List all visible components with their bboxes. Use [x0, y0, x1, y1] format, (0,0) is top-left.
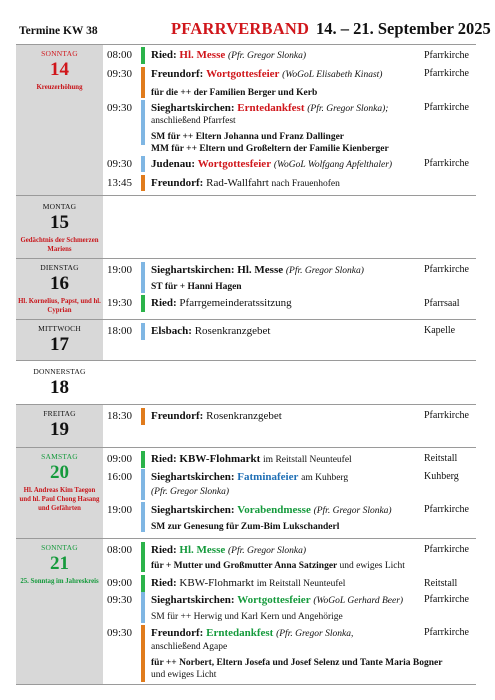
event-text [151, 325, 421, 338]
event-title: Vorabendmesse [237, 504, 311, 516]
event-time: 09:30 [107, 594, 133, 606]
day-cell [16, 361, 103, 404]
day-name: SAMSTAG [41, 452, 78, 461]
event-detail: im Reitstall Neunteufel [263, 455, 352, 465]
day-name: DONNERSTAG [33, 367, 86, 376]
event-intention: ST für + Hanni Hagen [151, 282, 242, 292]
day-name: FREITAG [43, 409, 76, 418]
event-place: Ried: [151, 453, 177, 465]
header-title: PFARRVERBAND [171, 19, 310, 38]
event-text [151, 158, 421, 172]
event-location: Kapelle [424, 325, 456, 336]
day-name: DIENSTAG [40, 263, 79, 272]
event-time: 09:30 [107, 102, 133, 114]
event-title: Erntedankfest [206, 627, 274, 639]
event-detail: (Pfr. Gregor Slonka) [228, 51, 307, 61]
event-intention-main: für + Mutter und Großmutter Anna Satzinger [151, 561, 338, 571]
event-detail: (Pfr. Gregor Slonka) [285, 266, 364, 276]
event-title: KBW-Flohmarkt [179, 577, 254, 589]
event-place: Freundorf: [151, 177, 204, 189]
day-number: 19 [50, 419, 69, 440]
event-text [151, 49, 421, 63]
event-detail: im Reitstall Neunteufel [256, 579, 346, 589]
schedule-grid [16, 44, 476, 685]
event-title: Wortgottesfeier [197, 158, 272, 170]
event-place: Elsbach: [151, 325, 192, 337]
event-place: Sieghartskirchen: [151, 102, 235, 114]
day-cell [16, 539, 103, 684]
event-location: Kuhberg [424, 471, 459, 482]
day-events [103, 196, 476, 258]
day-row [16, 539, 476, 685]
event-intention-suffix: und ewiges Licht [339, 561, 405, 571]
event-place: Ried: [151, 49, 177, 61]
event-text [151, 410, 421, 423]
event-detail: nach Frauenhofen [271, 179, 340, 189]
day-name: SONNTAG [41, 543, 78, 552]
day-cell [16, 405, 103, 447]
event-detail: (WoGoL Gerhard Beer) [313, 596, 404, 606]
event-location: Pfarrkirche [424, 544, 469, 555]
event-title: Hl. Messe [179, 544, 226, 556]
event-text [151, 504, 421, 518]
event-detail: (WoGoL Wolfgang Apfelthaler) [273, 160, 393, 170]
day-cell [16, 448, 103, 538]
event-time: 09:00 [107, 577, 133, 589]
event-text [151, 177, 421, 191]
day-number: 18 [50, 377, 69, 398]
event-extra: (Pfr. Gregor Slonka) [151, 487, 230, 497]
day-number: 15 [50, 212, 69, 233]
event-place: Freundorf: [151, 68, 204, 80]
event-time: 13:45 [107, 177, 133, 189]
day-feast: Hl. Andreas Kim Taegon und hl. Paul Chong Hasang und Gefährten [19, 487, 100, 512]
event-color-bar [141, 47, 145, 64]
event-color-bar [141, 67, 145, 98]
day-cell [16, 45, 103, 195]
event-title: Hl. Messe [179, 49, 226, 61]
event-text [151, 471, 421, 485]
event-title: Wortgottesfeier [237, 594, 311, 606]
event-title: Wortgottesfeier [206, 68, 280, 80]
header [0, 0, 495, 44]
event-place: Ried: [151, 297, 177, 309]
day-number: 14 [50, 59, 69, 80]
event-color-bar [141, 469, 145, 500]
day-events [103, 405, 476, 447]
event-time: 08:00 [107, 544, 133, 556]
event-color-bar [141, 542, 145, 572]
event-color-bar [141, 100, 145, 145]
day-row [16, 448, 476, 539]
event-title: Rad-Wallfahrt [206, 177, 269, 189]
day-feast: 25. Sonntag im Jahreskreis [20, 578, 99, 585]
day-events [103, 448, 476, 538]
day-number: 17 [50, 334, 69, 355]
event-title: Hl. Messe [237, 264, 284, 276]
event-intention: für die ++ der Familien Berger und Kerb [151, 88, 318, 98]
event-extra: anschließend Pfarrfest [151, 116, 236, 126]
event-time: 09:30 [107, 68, 133, 80]
day-events [103, 45, 476, 195]
event-time: 09:00 [107, 453, 133, 465]
event-text [151, 627, 421, 641]
event-color-bar [141, 502, 145, 532]
event-location: Pfarrsaal [424, 298, 460, 309]
event-detail: (WoGoL Elisabeth Kinast) [282, 70, 383, 80]
event-location: Pfarrkirche [424, 50, 469, 61]
event-intention: SM für ++ Eltern Johanna und Franz Dallinger [151, 132, 345, 142]
event-time: 19:00 [107, 264, 133, 276]
event-place: Sieghartskirchen: [151, 471, 235, 483]
event-title: Pfarrgemeinderatssitzung [179, 297, 292, 309]
event-place: Freundorf: [151, 627, 204, 639]
event-intention: SM zur Genesung für Zum-Bim Lukschanderl [151, 522, 340, 532]
day-number: 20 [50, 462, 69, 483]
event-detail: (Pfr. Gregor Slonka); [307, 104, 389, 114]
day-row [16, 361, 476, 405]
day-number: 21 [50, 553, 69, 574]
day-feast: Gedächtnis der Schmerzen Mariens [20, 237, 99, 253]
event-time: 09:30 [107, 627, 133, 639]
day-events [103, 539, 476, 684]
event-time: 18:00 [107, 325, 133, 337]
event-place: Freundorf: [151, 410, 204, 422]
day-row [16, 196, 476, 259]
event-place: Ried: [151, 544, 177, 556]
event-text [151, 297, 421, 310]
event-intention: und ewiges Licht [151, 670, 217, 680]
event-place: Judenau: [151, 158, 196, 170]
day-name: MONTAG [42, 202, 77, 211]
day-events [103, 320, 476, 360]
event-location: Pfarrkirche [424, 264, 469, 275]
event-place: Sieghartskirchen: [151, 594, 235, 606]
event-intention: für ++ Norbert, Eltern Josefa und Josef Selenz und Tante Maria Bogner [151, 658, 443, 668]
event-location: Pfarrkirche [424, 68, 469, 79]
event-extra: anschließend Agape [151, 642, 228, 652]
event-time: 19:00 [107, 504, 133, 516]
event-color-bar [141, 323, 145, 340]
day-number: 16 [50, 273, 69, 294]
event-text [151, 594, 421, 608]
event-detail: (Pfr. Gregor Slonka) [313, 506, 392, 516]
event-intention: SM für ++ Herwig und Karl Kern und Angehörige [151, 612, 343, 622]
day-row [16, 44, 476, 196]
day-cell [16, 259, 103, 319]
event-location: Pfarrkirche [424, 410, 469, 421]
day-events [103, 361, 476, 404]
event-color-bar [141, 592, 145, 623]
day-row [16, 259, 476, 320]
day-feast: Hl. Kornelius, Papst, und hl. Cyprian [18, 298, 101, 314]
event-color-bar [141, 175, 145, 191]
event-text [151, 577, 421, 591]
event-color-bar [141, 451, 145, 468]
event-title: Rosenkranzgebet [194, 325, 271, 337]
event-detail: (Pfr. Gregor Slonka, [276, 629, 354, 639]
event-time: 19:30 [107, 297, 133, 309]
event-place: Sieghartskirchen: [151, 264, 235, 276]
event-location: Pfarrkirche [424, 594, 469, 605]
event-intention: MM für ++ Eltern und Großeltern der Familie Kienberger [151, 144, 389, 154]
event-color-bar [141, 156, 145, 172]
day-cell [16, 196, 103, 258]
day-events [103, 259, 476, 319]
day-name: MITTWOCH [38, 324, 81, 333]
event-time: 18:30 [107, 410, 133, 422]
event-color-bar [141, 408, 145, 425]
event-title: Rosenkranzgebet [206, 410, 282, 422]
event-place: Sieghartskirchen: [151, 504, 235, 516]
event-text [151, 544, 421, 558]
event-title: Erntedankfest [237, 102, 305, 114]
event-time: 16:00 [107, 471, 133, 483]
event-text [151, 264, 421, 278]
event-text [151, 102, 421, 116]
event-location: Pfarrkirche [424, 504, 469, 515]
event-title: Fatminafeier [237, 471, 299, 483]
event-text [151, 68, 421, 82]
event-time: 08:00 [107, 49, 133, 61]
header-week: Termine KW 38 [19, 25, 98, 37]
event-location: Pfarrkirche [424, 158, 469, 169]
day-name: SONNTAG [41, 49, 78, 58]
event-time: 09:30 [107, 158, 133, 170]
day-row [16, 320, 476, 361]
day-cell [16, 320, 103, 360]
event-place: Ried: [151, 577, 177, 589]
day-feast: Kreuzerhöhung [36, 84, 83, 91]
event-color-bar [141, 295, 145, 312]
event-color-bar [141, 262, 145, 293]
header-dates: 14. – 21. September 2025 [316, 19, 491, 38]
event-detail: am Kuhberg [301, 473, 349, 483]
event-color-bar [141, 575, 145, 592]
event-detail: (Pfr. Gregor Slonka) [228, 546, 307, 556]
event-location: Reitstall [424, 578, 458, 589]
event-intention [151, 560, 469, 572]
event-text [151, 453, 421, 467]
event-location: Pfarrkirche [424, 102, 469, 113]
day-row [16, 405, 476, 448]
event-location: Reitstall [424, 453, 458, 464]
event-color-bar [141, 625, 145, 682]
event-title: KBW-Flohmarkt [179, 453, 261, 465]
event-location: Pfarrkirche [424, 627, 469, 638]
